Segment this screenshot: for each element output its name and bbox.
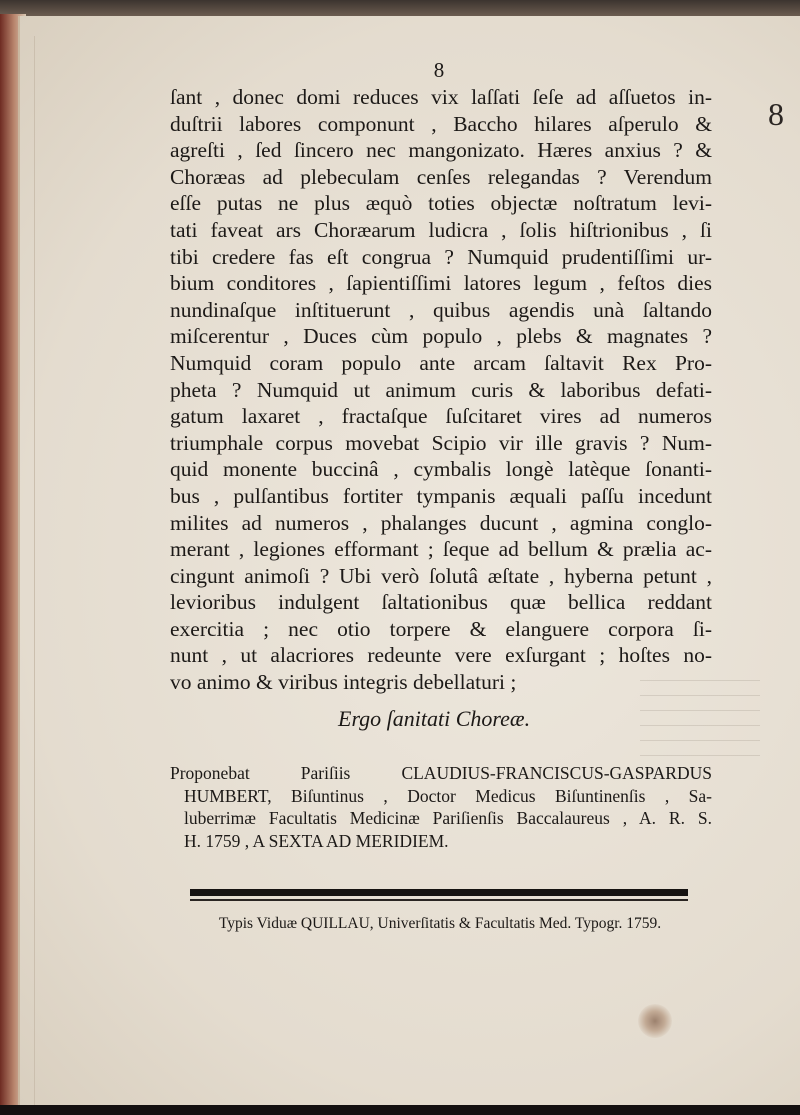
imprint-line: H. 1759 , A SEXTA AD MERIDIEM. [184, 830, 449, 851]
text-line: agreſti , ſed ſincero nec mangonizato. Hæres anxius ? & [170, 138, 712, 163]
text-line: nundinaſque inſtituerunt , quibus agendis unà ſaltando [170, 297, 712, 322]
text-line: Choræas ad plebeculam cenſes relegandas ? Verendum [170, 164, 712, 189]
imprint-line: Proponebat Pariſiis CLAUDIUS-FRANCISCUS-GASPARDUS [170, 763, 712, 783]
divider-rule-thin [190, 899, 688, 901]
text-line: exercitia ; nec otio torpere & elanguere corpora ſi- [170, 616, 712, 641]
gutter-line [34, 36, 35, 1115]
text-line: vo animo & viribus integris debellaturi ; [170, 670, 517, 695]
bleed-through-mark: 8 [768, 96, 784, 132]
imprint-line: luberrimæ Facultatis Medicinæ Pariſienſis Baccalaureus , A. R. S. [184, 808, 712, 828]
text-line: merant , legiones efformant ; ſeque ad bellum & prælia ac- [170, 537, 712, 562]
text-line: levioribus indulgent ſaltationibus quæ bellica reddant [170, 590, 712, 615]
text-line: eſſe putas ne plus æquò toties objectæ noſtratum levi- [170, 191, 712, 216]
text-line: quid monente buccinâ , cymbalis longè latèque ſonanti- [170, 457, 712, 482]
paper-stain [638, 1004, 672, 1038]
page-number: 8 [433, 58, 445, 82]
book-top-edge [0, 0, 800, 16]
text-line: cingunt animoſi ? Ubi verò ſolutâ æſtate , hyberna petunt , [170, 563, 712, 588]
text-line: ſant , donec domi reduces vix laſſati ſeſe ad aſſuetos in- [170, 85, 712, 109]
text-line: gatum laxaret , fractaſque ſuſcitaret vires ad numeros [170, 404, 712, 429]
text-line: milites ad numeros , phalanges ducunt , agmina conglo- [170, 510, 712, 535]
text-line: nunt , ut alacriores redeunte vere exſurgant ; hoſtes no- [170, 643, 712, 668]
text-line: triumphale corpus movebat Scipio vir ille gravis ? Num- [170, 430, 712, 455]
text-line: tibi credere fas eſt congrua ? Numquid prudentiſſimi ur- [170, 244, 712, 269]
printer-colophon: Typis Viduæ QUILLAU, Univerſitatis & Facultatis Med. Typogr. 1759. [218, 915, 662, 932]
text-line: miſcerentur , Duces cùm populo , plebs & magnates ? [170, 324, 712, 349]
text-line: bium conditores , ſapientiſſimi latores legum , feſtos dies [170, 271, 712, 296]
text-line: duſtrii labores componunt , Baccho hilares aſperulo & [170, 111, 712, 136]
thesis-imprint [170, 762, 712, 852]
text-line: tati faveat ars Choræarum ludicra , ſolis hiſtrionibus , ſi [170, 217, 712, 242]
divider-rule-thick [190, 889, 688, 896]
text-line: Numquid coram populo ante arcam ſaltavit Rex Pro- [170, 350, 712, 375]
body-paragraph [170, 84, 712, 696]
thesis-conclusion: Ergo ſanitati Choreæ. [338, 706, 531, 731]
text-line: pheta ? Numquid ut animum curis & laboribus defati- [170, 377, 712, 402]
imprint-line: HUMBERT, Biſuntinus , Doctor Medicus Biſuntinenſis , Sa- [184, 785, 712, 806]
book-bottom-edge [0, 1105, 800, 1115]
text-line: bus , pulſantibus fortiter tympanis æquali paſſu incedunt [170, 483, 712, 508]
